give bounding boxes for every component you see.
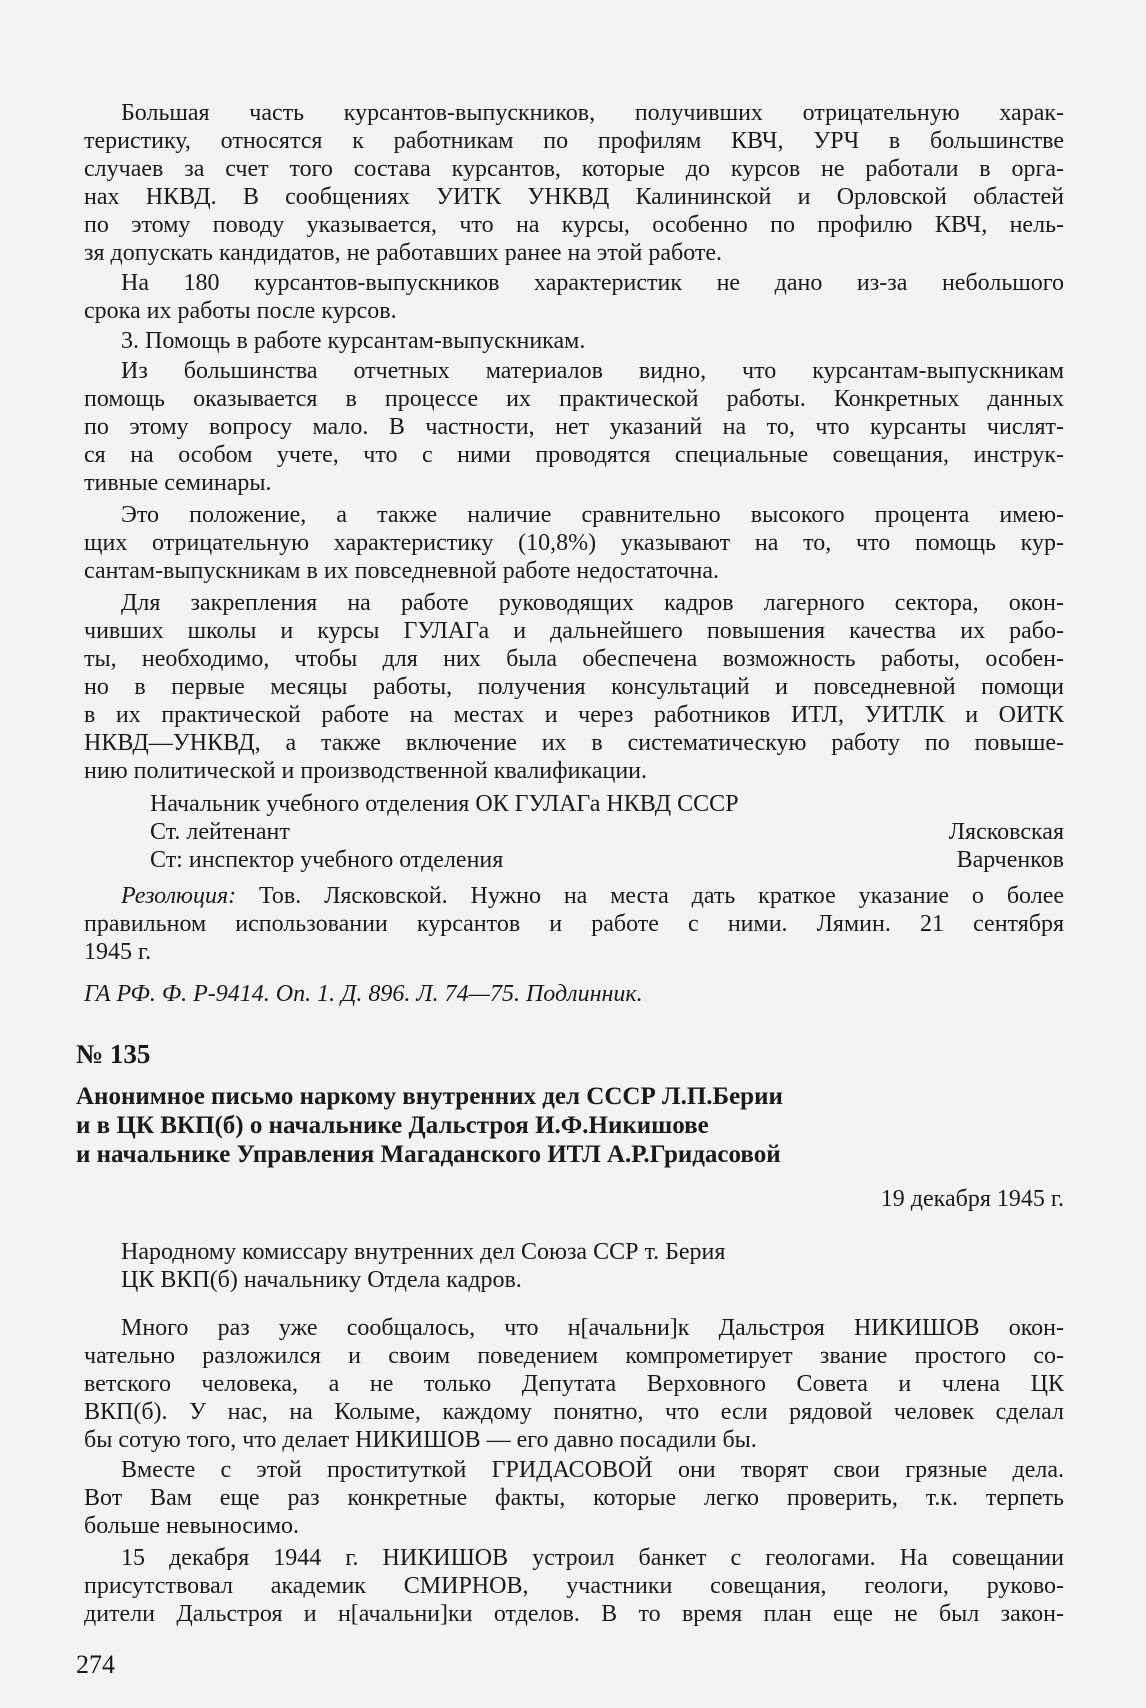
- text-line: бы сотую того, что делает НИКИШОВ — его давно посадили бы.: [84, 1427, 757, 1453]
- paragraph: [84, 357, 1064, 497]
- text-line: ветского человека, а не только Депутата Верховного Совета и члена ЦК: [84, 1371, 1064, 1397]
- text-line: Для закрепления на работе руководящих кадров лагерного сектора, окон-: [121, 590, 1064, 616]
- text-line: сантам-выпускникам в их повседневной работе недостаточна.: [84, 558, 719, 584]
- text-line: зя допускать кандидатов, не работавших ранее на этой работе.: [84, 240, 723, 266]
- text-line: теристику, относятся к работникам по профилям КВЧ, УРЧ в большинстве: [84, 128, 1064, 154]
- document-date: 19 декабря 1945 г.: [880, 1186, 1064, 1212]
- address-line: Народному комиссару внутренних дел Союза ССР т. Берия: [121, 1239, 726, 1265]
- text-line: случаев за счет того состава курсантов, которые до курсов не работали в орга-: [84, 156, 1064, 182]
- text-line: Вот Вам еще раз конкретные факты, которые легко проверить, т.к. терпеть: [84, 1485, 1064, 1511]
- paragraph: [84, 1314, 1064, 1454]
- text-line: нию политической и производственной квалификации.: [84, 758, 648, 784]
- text-line: дители Дальстроя и н[ачальни]ки отделов. В то время план еще не был закон-: [84, 1601, 1064, 1627]
- title-line: Анонимное письмо наркому внутренних дел СССР Л.П.Берии: [76, 1083, 783, 1110]
- paragraph: [84, 1456, 1064, 1540]
- text-line: НКВД—УНКВД, а также включение их в систематическую работу по повыше-: [84, 730, 1064, 756]
- resolution-text: Тов. Лясковской. Нужно на места дать краткое указание о более: [236, 883, 1064, 909]
- resolution-label: Резолюция:: [121, 883, 237, 909]
- resolution-line: 1945 г.: [84, 939, 152, 965]
- signature-title: [150, 790, 1064, 818]
- text-line: тивные семинары.: [84, 470, 272, 496]
- text-line: но в первые месяцы работы, получения консультаций и повседневной помощи: [84, 674, 1064, 700]
- signature-rank: Ст: инспектор учебного отделения: [150, 847, 504, 873]
- text-line: Это положение, а также наличие сравнительно высокого процента имею-: [121, 502, 1064, 528]
- archive-source: [84, 980, 1064, 1008]
- paragraph: [84, 269, 1064, 325]
- text-line: помощь оказывается в процессе их практической работы. Конкретных данных: [84, 386, 1064, 412]
- text-line: чательно разложился и своим поведением компрометирует звание простого со-: [84, 1343, 1064, 1369]
- document-title: [76, 1082, 783, 1169]
- text-line: ся на особом учете, что с ними проводятся специальные совещания, инструк-: [84, 442, 1064, 468]
- text-line: щих отрицательную характеристику (10,8%) указывают на то, что помощь кур-: [84, 530, 1064, 556]
- resolution-line: [84, 882, 1064, 910]
- text-line: ВКП(б). У нас, на Колыме, каждому понятно, что если рядовой человек сделал: [84, 1399, 1064, 1425]
- paragraph: [84, 501, 1064, 585]
- text-line: по этому вопросу мало. В частности, нет указаний на то, что курсанты числят-: [84, 414, 1064, 440]
- text-line: в их практической работе на местах и через работников ИТЛ, УИТЛК и ОИТК: [84, 702, 1064, 728]
- document-number: № 135: [76, 1039, 151, 1069]
- text-line: срока их работы после курсов.: [84, 298, 397, 324]
- resolution: [84, 882, 1064, 966]
- text-line: присутствовал академик СМИРНОВ, участники совещания, геологи, руково-: [84, 1573, 1064, 1599]
- text-line: больше невыносимо.: [84, 1513, 300, 1539]
- signature-row: [150, 818, 1064, 846]
- page-number: 274: [76, 1650, 115, 1679]
- resolution-line: правильном использовании курсантов и работе с ними. Лямин. 21 сентября: [84, 911, 1064, 937]
- text-line: Много раз уже сообщалось, что н[ачальни]к Дальстроя НИКИШОВ окон-: [121, 1315, 1064, 1341]
- signature-position: Начальник учебного отделения ОК ГУЛАГа НКВД СССР: [150, 791, 739, 817]
- signature-row: [150, 846, 1064, 874]
- text-line: 15 декабря 1944 г. НИКИШОВ устроил банкет с геологами. На совещании: [121, 1545, 1064, 1571]
- text-line: Большая часть курсантов-выпускников, получивших отрицательную харак-: [121, 100, 1064, 126]
- text-line: На 180 курсантов-выпускников характеристик не дано из-за небольшого: [121, 270, 1064, 296]
- text-line: 3. Помощь в работе курсантам-выпускникам.: [121, 328, 586, 354]
- paragraph: [84, 327, 1064, 355]
- text-line: чивших школы и курсы ГУЛАГа и дальнейшего повышения качества их рабо-: [84, 618, 1064, 644]
- signature-name: Лясковская: [948, 819, 1064, 845]
- address-line: ЦК ВКП(б) начальнику Отдела кадров.: [121, 1267, 522, 1293]
- text-line: по этому поводу указывается, что на курсы, особенно по профилю КВЧ, нель-: [84, 212, 1064, 238]
- text-line: ты, необходимо, чтобы для них была обеспечена возможность работы, особен-: [84, 646, 1064, 672]
- paragraph: [84, 589, 1064, 785]
- paragraph: [84, 99, 1064, 267]
- address-block: [84, 1238, 1064, 1294]
- text-line: Вместе с этой проституткой ГРИДАСОВОЙ они творят свои грязные дела.: [121, 1457, 1064, 1483]
- source-citation: ГА РФ. Ф. Р-9414. Оп. 1. Д. 896. Л. 74—75. Подлинник.: [84, 981, 643, 1007]
- paragraph: [84, 1544, 1064, 1628]
- title-line: и начальнике Управления Магаданского ИТЛ А.Р.Гридасовой: [76, 1141, 781, 1168]
- signature-rank: Ст. лейтенант: [150, 819, 290, 845]
- title-line: и в ЦК ВКП(б) о начальнике Дальстроя И.Ф.Никишове: [76, 1112, 709, 1139]
- text-line: Из большинства отчетных материалов видно, что курсантам-выпускникам: [121, 358, 1064, 384]
- text-line: нах НКВД. В сообщениях УИТК УНКВД Калининской и Орловской областей: [84, 184, 1064, 210]
- signature-name: Варченков: [956, 847, 1064, 873]
